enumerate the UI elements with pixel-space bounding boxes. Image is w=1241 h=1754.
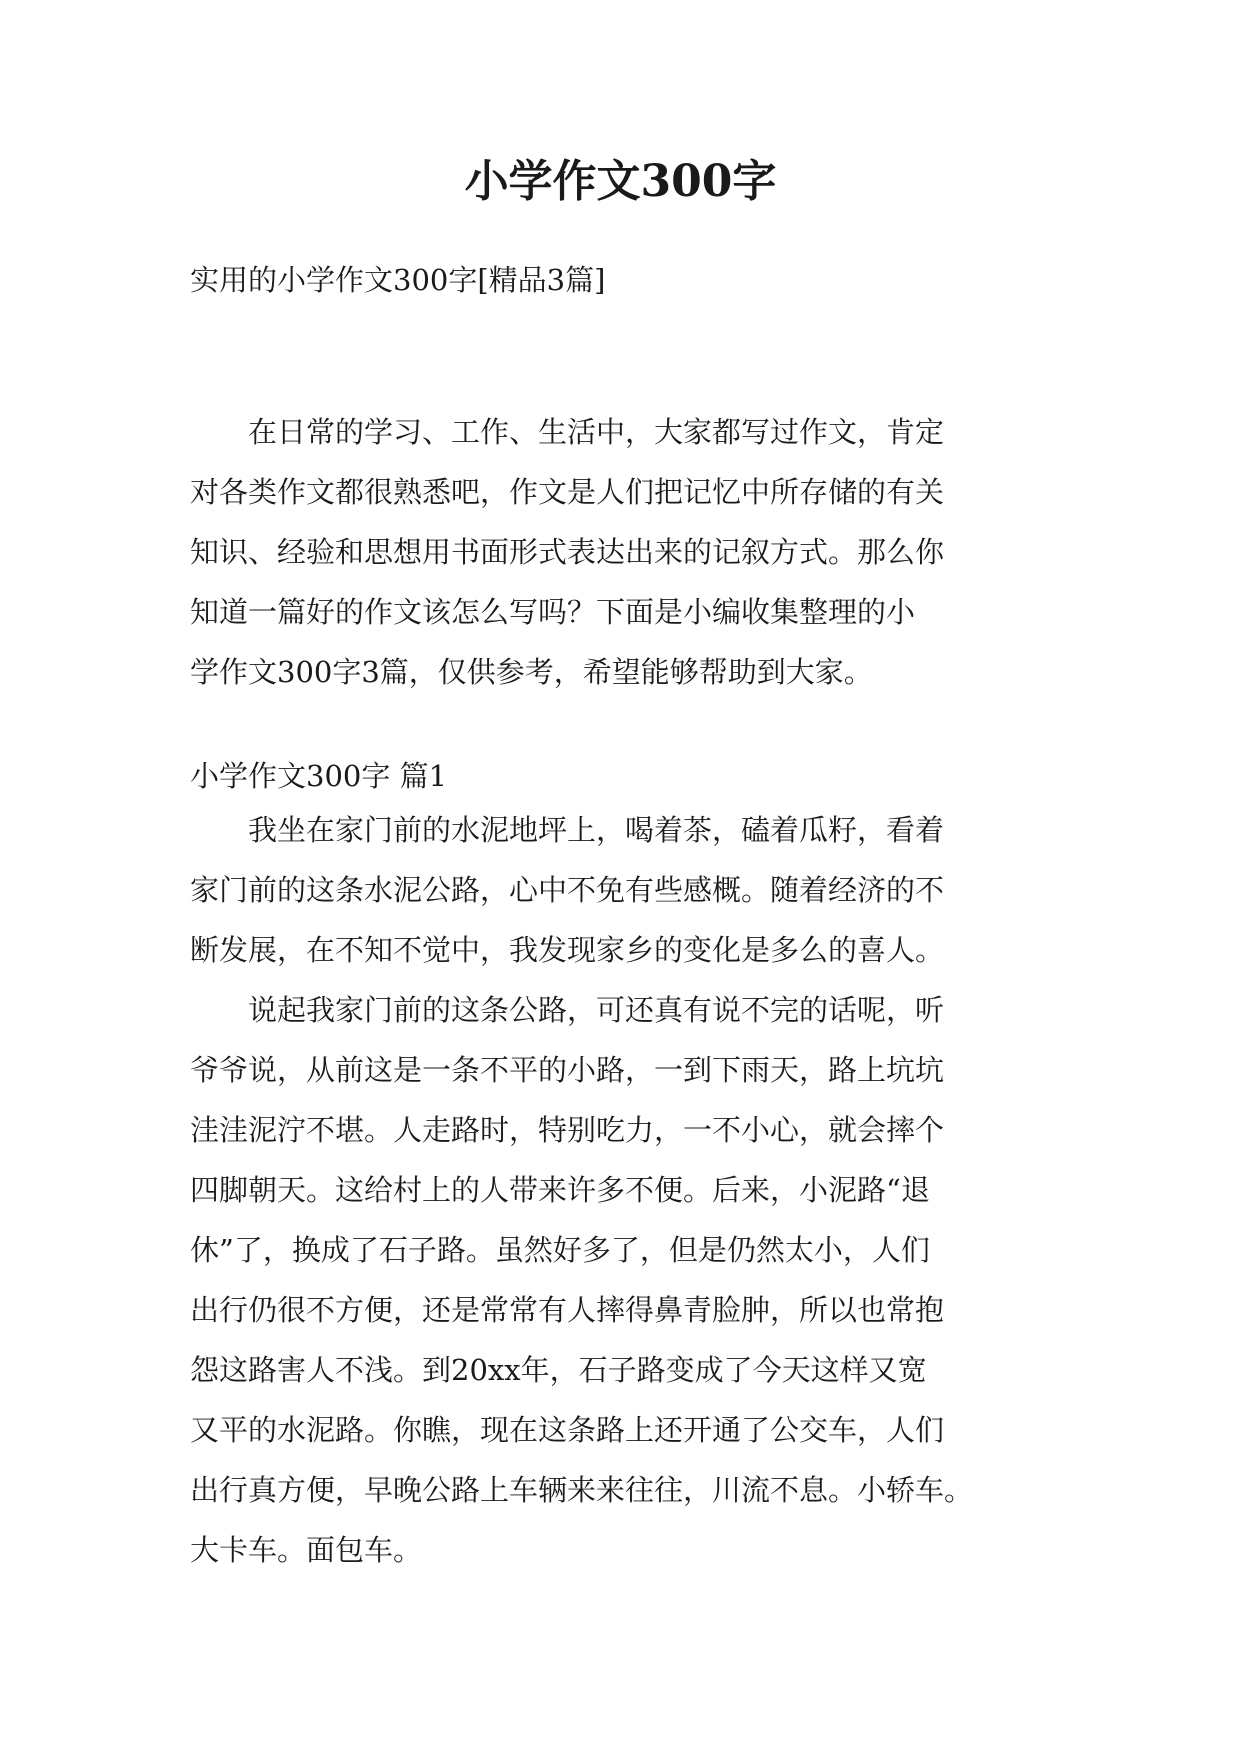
article-line: 家门前的这条水泥公路，心中不免有些感概。随着经济的不: [190, 873, 945, 907]
article-line: 又平的水泥路。你瞧，现在这条路上还开通了公交车，人们: [190, 1413, 945, 1447]
article-line: 大卡车。面包车。: [190, 1533, 423, 1567]
article-line: 休”了，换成了石子路。虽然好多了，但是仍然太小，人们: [190, 1233, 930, 1267]
intro-line: 学作文300字3篇，仅供参考，希望能够帮助到大家。: [190, 655, 873, 689]
article-line: 我坐在家门前的水泥地坪上，喝着茶，磕着瓜籽，看着: [190, 813, 945, 847]
intro-line: 知识、经验和思想用书面形式表达出来的记叙方式。那么你: [190, 535, 945, 569]
intro-line: 对各类作文都很熟悉吧，作文是人们把记忆中所存储的有关: [190, 475, 945, 509]
intro-line: 知道一篇好的作文该怎么写吗？下面是小编收集整理的小: [190, 595, 916, 629]
article-line: 说起我家门前的这条公路，可还真有说不完的话呢，听: [190, 993, 945, 1027]
document-title: 小学作文300字: [464, 156, 777, 207]
article-line: 四脚朝天。这给村上的人带来许多不便。后来，小泥路“退: [190, 1173, 930, 1207]
intro-paragraph: [190, 402, 1060, 702]
article-line: 洼洼泥泞不堪。人走路时，特别吃力，一不小心，就会摔个: [190, 1113, 945, 1147]
section-heading: 小学作文300字 篇1: [190, 759, 448, 793]
article-line: 出行真方便，早晚公路上车辆来来往往，川流不息。小轿车。: [190, 1473, 974, 1507]
article-line: 出行仍很不方便，还是常常有人摔得鼻青脸肿，所以也常抱: [190, 1293, 945, 1327]
article-body: [190, 800, 1060, 1580]
article-line: 断发展，在不知不觉中，我发现家乡的变化是多么的喜人。: [190, 933, 945, 967]
intro-line: 在日常的学习、工作、生活中，大家都写过作文，肯定: [190, 415, 945, 449]
article-line: 爷爷说，从前这是一条不平的小路，一到下雨天，路上坑坑: [190, 1053, 945, 1087]
document-subtitle: 实用的小学作文300字[精品3篇]: [190, 263, 606, 297]
article-line: 怨这路害人不浅。到20xx年，石子路变成了今天这样又宽: [190, 1353, 927, 1387]
